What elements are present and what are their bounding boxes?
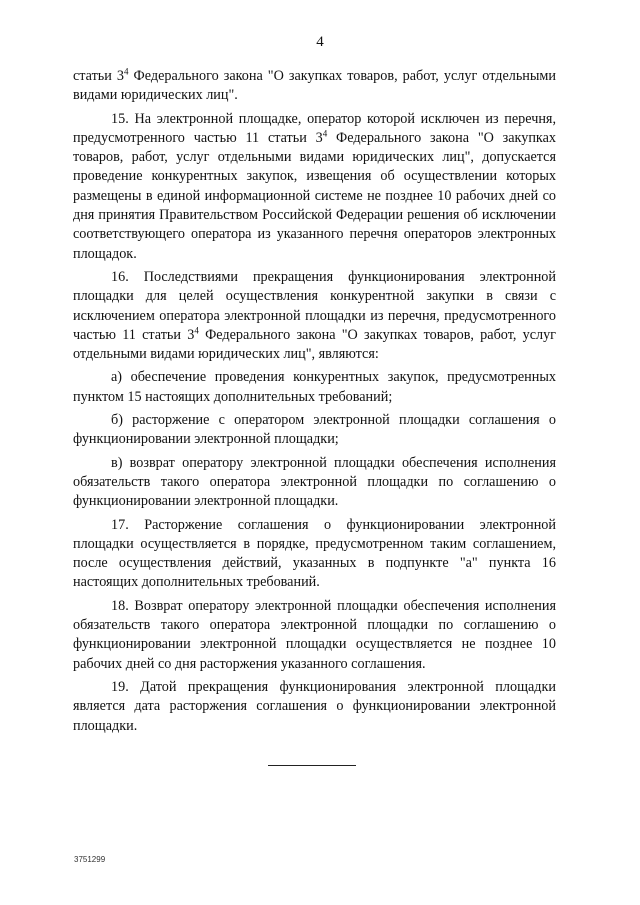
superscript: 4	[194, 325, 199, 336]
paragraph-text: 15. На электронной площадке, оператор которой исключен из перечня, предусмотренного частью 11 статьи 3	[73, 110, 556, 146]
paragraph-continuation	[73, 67, 556, 106]
paragraph-text: Федерального закона "О закупках товаров, работ, услуг отдельными видами юридических лиц".	[73, 68, 556, 104]
end-divider	[268, 765, 356, 766]
paragraph-19: 19. Датой прекращения функционирования электронной площадки является дата расторжения соглашения о функционировании электронной площадки.	[73, 678, 556, 734]
paragraph-text: Федерального закона "О закупках товаров, работ, услуг отдельными видами юридических лиц", являются:	[73, 326, 556, 363]
paragraph-text: Федерального закона "О закупках товаров, работ, услуг отдельными видами юридических лиц", допускается проведение конкурентных закупок, извещения об осуществлении которых размещены в единой информационной системе не позднее 10 рабочих дней со дня принятия Правительством Российской Федерации решения об исключении соответствующего оператора из указанного перечня операторов электронных площадок.	[73, 129, 557, 262]
document-code: 3751299	[74, 855, 106, 864]
page-number: 4	[316, 34, 324, 50]
paragraph-16b: б) расторжение с оператором электронной площадки соглашения о функционировании электронной площадки;	[73, 412, 556, 448]
paragraph-15	[73, 110, 556, 264]
paragraph-16	[73, 268, 556, 364]
paragraph-16c: в) возврат оператору электронной площадки обеспечения исполнения обязательств такого оператора электронной площадки по соглашению о функционировании электронной площадки.	[73, 454, 556, 510]
superscript: 4	[322, 128, 328, 139]
document-body	[73, 67, 556, 736]
paragraph-16a: а) обеспечение проведения конкурентных закупок, предусмотренных пунктом 15 настоящих дополнительных требований;	[73, 369, 556, 405]
paragraph-18: 18. Возврат оператору электронной площадки обеспечения исполнения обязательств такого оператора электронной площадки по соглашению о функционировании электронной площадки осуществляется не позднее 10 рабочих дней со дня расторжения указанного соглашения.	[73, 597, 556, 672]
paragraph-17: 17. Расторжение соглашения о функционировании электронной площадки осуществляется в порядке, предусмотренном таким соглашением, после осуществления действий, указанных в подпункте "а" пункта 16 настоящих дополнительных требований.	[73, 516, 556, 591]
paragraph-text: 16. Последствиями прекращения функционирования электронной площадки для целей осуществления конкурентной закупки в связи с исключением оператора электронной площадки из перечня, предусмотренного частью 11 статьи 3	[73, 268, 556, 343]
superscript: 4	[124, 66, 129, 77]
paragraph-text: статьи 3	[73, 68, 124, 84]
